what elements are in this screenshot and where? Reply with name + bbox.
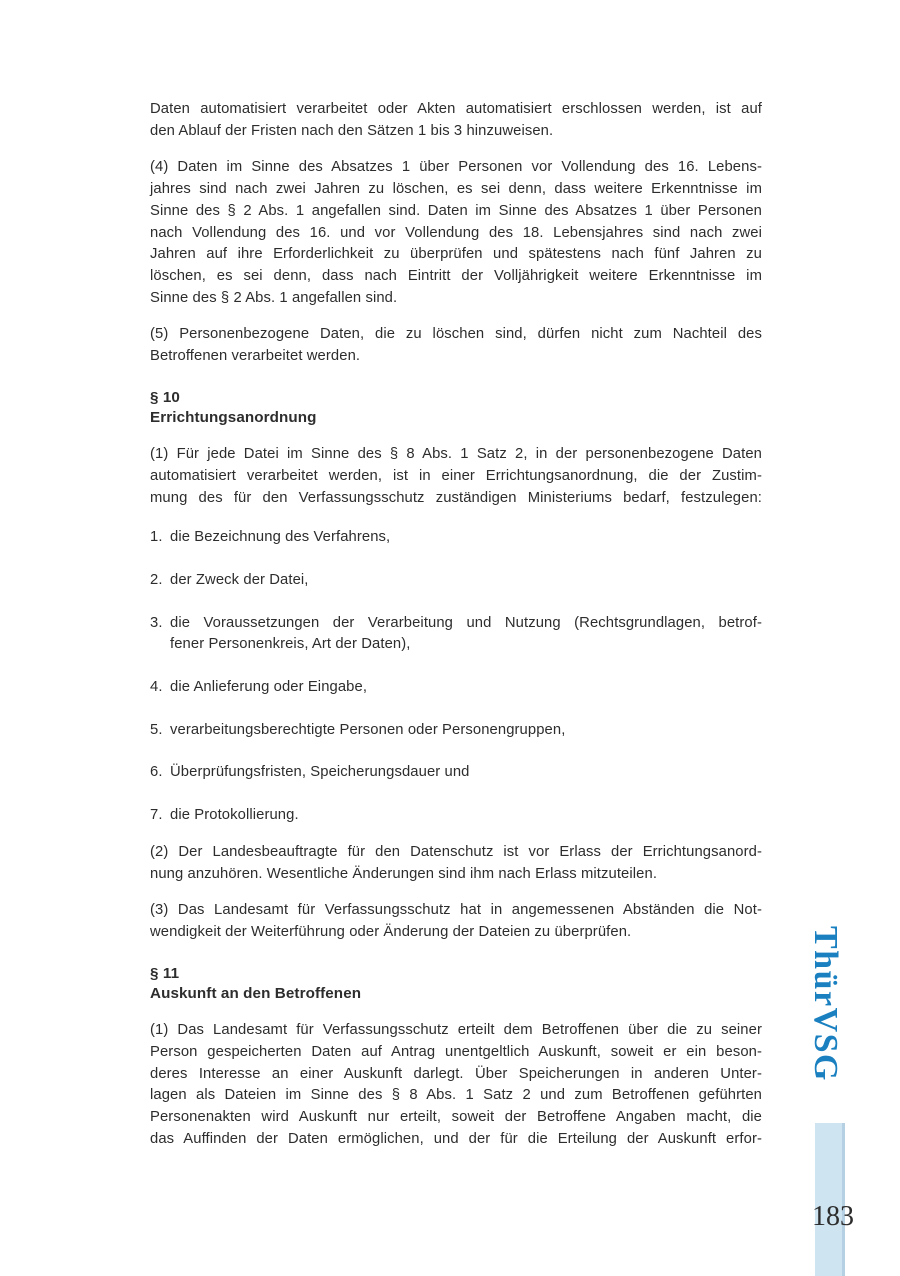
text-line: Überprüfungsfristen, Speicherungsdauer und (170, 764, 470, 781)
list-item-number: 4. (150, 679, 163, 696)
paragraph (150, 157, 762, 309)
section-heading (150, 388, 762, 429)
text-line: verarbeitungsberechtigte Personen oder Personengruppen, (170, 721, 566, 738)
text-line: Auskunft an den Betroffenen (150, 985, 362, 1003)
text-line: Daten automatisiert verarbeitet oder Akten automatisiert erschlossen werden, ist auf (150, 101, 762, 117)
text-line: (1) Für jede Datei im Sinne des § 8 Abs. 1 Satz 2, in der personenbezogene Daten (150, 446, 762, 463)
list-item-number: 6. (150, 764, 163, 781)
paragraph (150, 99, 762, 142)
page-number-bar-edge (842, 1123, 845, 1276)
list-item (150, 720, 762, 742)
text-line: (5) Personenbezogene Daten, die zu löschen sind, dürfen nicht zum Nachteil des (150, 326, 762, 343)
text-line: das Auffinden der Daten ermöglichen, und der für die Erteilung der Auskunft erfor- (150, 1130, 762, 1147)
paragraph (150, 1020, 762, 1150)
text-line: den Ablauf der Fristen nach den Sätzen 1 bis 3 hinzuweisen. (150, 122, 554, 139)
list-item-number: 5. (150, 721, 163, 738)
text-line: der Zweck der Datei, (170, 571, 309, 588)
text-line: (2) Der Landesbeauftragte für den Datenschutz ist vor Erlass der Errichtungsanord- (150, 843, 762, 860)
list-item (150, 613, 762, 656)
text-line: löschen, es sei denn, dass nach Eintritt der Volljährigkeit weitere Erkenntnisse im (150, 267, 762, 284)
text-line: Personenakten wird Auskunft nur erteilt, soweit der Betroffene Angaben macht, die (150, 1108, 762, 1125)
section-heading (150, 964, 762, 1005)
text-line: (3) Das Landesamt für Verfassungsschutz hat in angemessenen Abständen die Not- (150, 902, 762, 919)
sidebar-vertical-label: ThürVSG (807, 926, 844, 1082)
text-column (150, 99, 762, 1165)
page-number: 183 (812, 1201, 854, 1232)
list-item-text (170, 677, 762, 699)
list-item-number: 7. (150, 807, 163, 824)
text-line: die Voraussetzungen der Verarbeitung und Nutzung (Rechtsgrundlagen, betrof- (170, 614, 762, 631)
text-line: § 11 (150, 964, 180, 982)
list-item-text (170, 613, 762, 656)
text-line: automatisiert verarbeitet werden, ist in einer Errichtungsanordnung, die der Zustim- (150, 467, 762, 484)
list-item (150, 570, 762, 592)
text-line: Person gespeicherten Daten auf Antrag unentgeltlich Auskunft, soweit er ein beson- (150, 1043, 762, 1060)
text-line: Errichtungsanordnung (150, 409, 317, 427)
list-item (150, 677, 762, 699)
text-line: lagen als Dateien im Sinne des § 8 Abs. 1 Satz 2 und zum Betroffenen geführten (150, 1087, 762, 1104)
text-line: Sinne des § 2 Abs. 1 angefallen sind. Daten im Sinne des Absatzes 1 über Personen (150, 202, 762, 219)
list-item-text (170, 805, 762, 827)
paragraph (150, 842, 762, 885)
text-line: jahres sind nach zwei Jahren zu löschen, es sei denn, dass weitere Erkenntnisse im (150, 181, 762, 198)
text-line: mung des für den Verfassungsschutz zuständigen Ministeriums bedarf, festzulegen: (150, 489, 762, 506)
list-item (150, 527, 762, 549)
list-item-number: 3. (150, 614, 163, 631)
paragraph (150, 900, 762, 943)
text-line: die Bezeichnung des Verfahrens, (170, 529, 391, 546)
text-line: Betroffenen verarbeitet werden. (150, 348, 361, 365)
text-line: wendigkeit der Weiterführung oder Änderung der Dateien zu überprüfen. (150, 923, 632, 940)
list-item (150, 762, 762, 784)
text-line: Jahren auf ihre Erforderlichkeit zu überprüfen und spätestens nach fünf Jahren zu (150, 246, 762, 263)
text-line: deres Interesse an einer Auskunft darlegt. Über Speicherungen in anderen Unter- (150, 1065, 762, 1082)
paragraph (150, 444, 762, 509)
list-item-text (170, 527, 762, 549)
text-line: die Anlieferung oder Eingabe, (170, 679, 368, 696)
list-item-number: 1. (150, 529, 163, 546)
text-line: nung anzuhören. Wesentliche Änderungen sind ihm nach Erlass mitzuteilen. (150, 865, 658, 882)
numbered-list (150, 527, 762, 827)
text-line: (1) Das Landesamt für Verfassungsschutz erteilt dem Betroffenen über die zu seiner (150, 1022, 762, 1039)
list-item-text (170, 720, 762, 742)
page-number-bar (815, 1123, 845, 1276)
text-line: nach Vollendung des 16. und vor Vollendung des 18. Lebensjahres sind nach zwei (150, 224, 762, 241)
list-item-text (170, 570, 762, 592)
list-item-number: 2. (150, 571, 163, 588)
text-line: fener Personenkreis, Art der Daten), (170, 636, 411, 653)
list-item-text (170, 762, 762, 784)
list-item (150, 805, 762, 827)
paragraph (150, 324, 762, 367)
text-line: § 10 (150, 388, 180, 406)
text-line: (4) Daten im Sinne des Absatzes 1 über Personen vor Vollendung des 16. Lebens- (150, 159, 762, 176)
text-line: Sinne des § 2 Abs. 1 angefallen sind. (150, 289, 398, 306)
text-line: die Protokollierung. (170, 807, 299, 824)
